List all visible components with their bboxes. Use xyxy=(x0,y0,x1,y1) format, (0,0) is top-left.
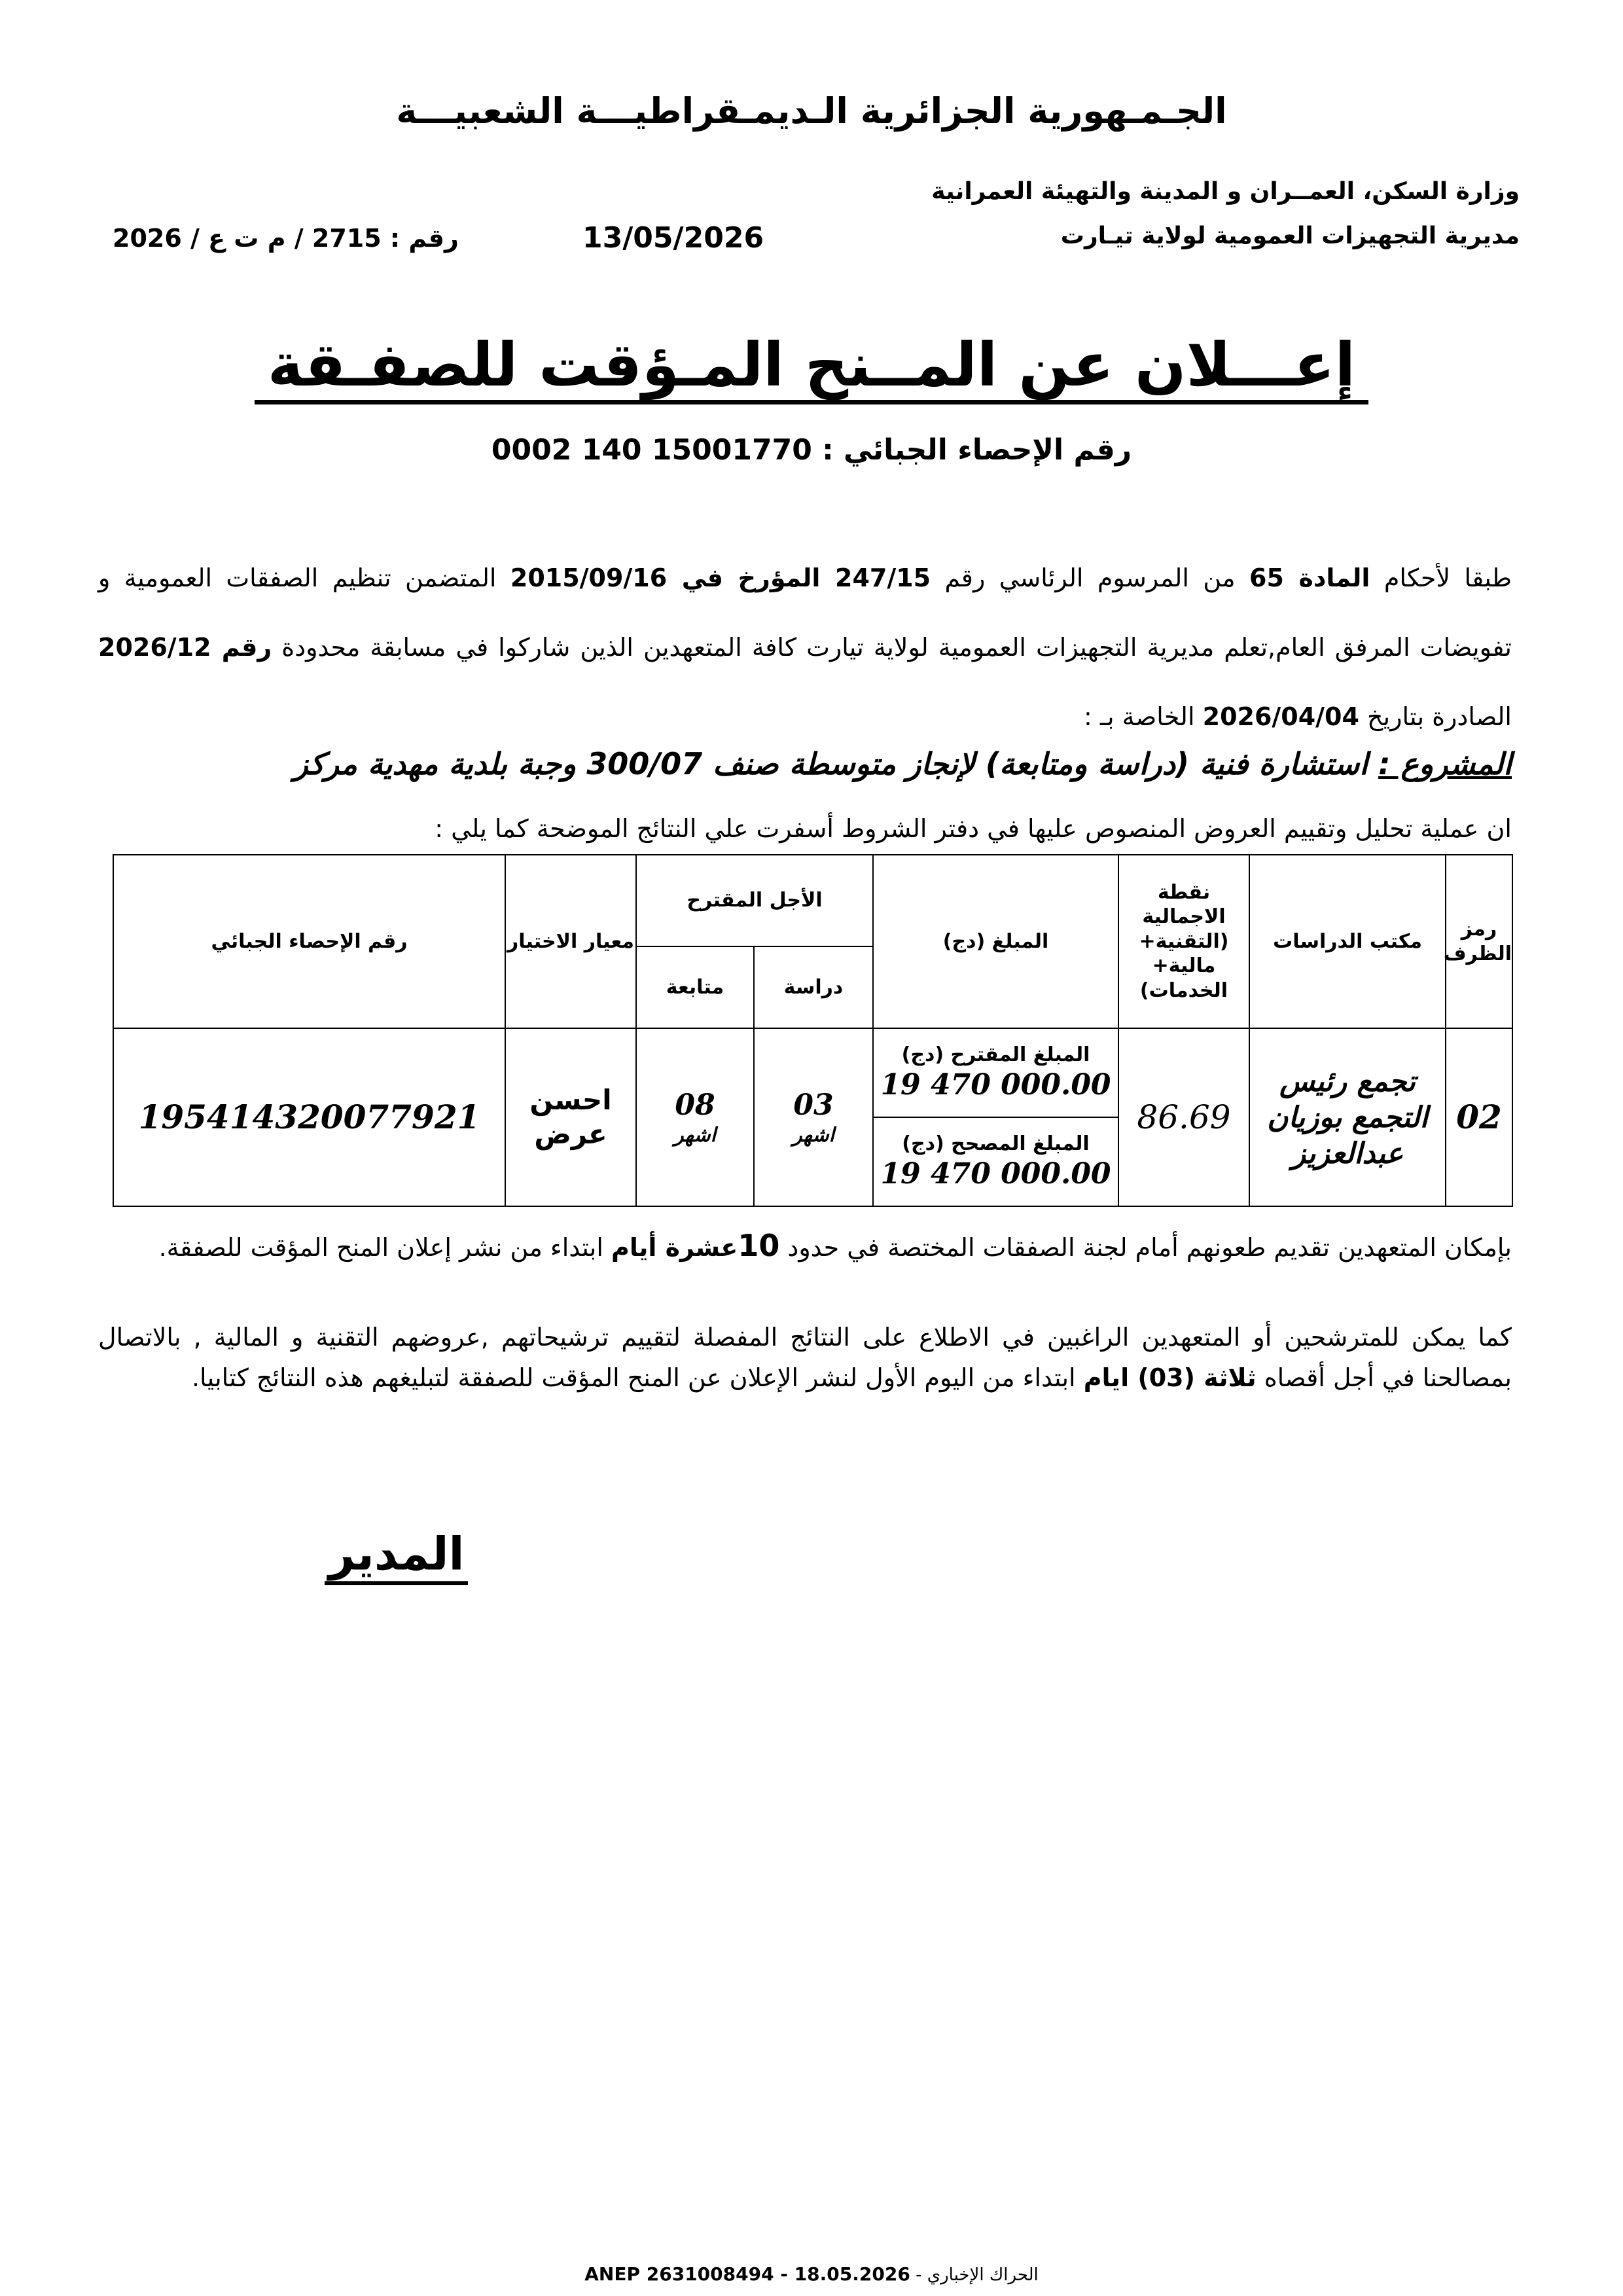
text-span: طبقا لأحكام xyxy=(1370,564,1512,592)
newspaper-source: - الحراك الإخباري xyxy=(910,2265,1039,2285)
cell-criterion: احسن عرض xyxy=(505,1028,636,1206)
directorate-nif: رقم الإحصاء الجبائي : 15001770 140 0002 xyxy=(491,433,1132,467)
study-duration: 03 xyxy=(793,1088,834,1122)
header-amount: المبلغ (دج) xyxy=(873,855,1118,1028)
proposed-amount-value: 19 470 000.00 xyxy=(880,1068,1111,1102)
corrected-amount-label: المبلغ المصحح (دج) xyxy=(902,1132,1090,1155)
appeal-days-word: عشرة أيام xyxy=(611,1233,738,1262)
tender-number: رقم 2026/12 xyxy=(98,633,272,662)
cell-code: 02 xyxy=(1446,1028,1512,1206)
text-span: الخاصة بـ : xyxy=(1083,702,1203,731)
project-line xyxy=(98,746,1512,781)
cell-score: 86.69 xyxy=(1118,1028,1249,1206)
appeal-paragraph xyxy=(98,1225,1512,1268)
document-date: 13/05/2026 xyxy=(582,221,764,255)
consultation-paragraph xyxy=(98,1317,1512,1398)
header-followup: متابعة xyxy=(636,946,754,1028)
study-unit: اشهر xyxy=(793,1123,834,1147)
cell-proposed-amount xyxy=(873,1028,1118,1117)
header-study: دراسة xyxy=(754,946,873,1028)
header-criterion: معيار الاختيار xyxy=(505,855,636,1028)
cell-office: تجمع رئيس التجمع بوزيان عبدالعزيز xyxy=(1249,1028,1446,1206)
article-ref: المادة 65 xyxy=(1249,564,1370,592)
followup-duration: 08 xyxy=(675,1088,715,1122)
text-span: ابتداء من اليوم الأول لنشر الإعلان عن المنح المؤقت للصفقة لتبليغهم هذه النتائج كتابيا. xyxy=(191,1363,1084,1392)
appeal-days-number: 10 xyxy=(738,1228,780,1263)
anep-reference: ANEP 2631008494 - 18.05.2026 xyxy=(584,2263,910,2285)
text-span: ابتداء من نشر إعلان المنح المؤقت للصفقة. xyxy=(158,1233,611,1262)
reference-number: رقم : 2715 / م ت ع / 2026 xyxy=(113,224,459,253)
cell-corrected-amount xyxy=(873,1117,1118,1206)
project-label: المشروع : xyxy=(1378,746,1512,781)
cell-followup xyxy=(636,1028,754,1206)
director-signature: المدير xyxy=(325,1526,468,1585)
cell-study xyxy=(754,1028,873,1206)
text-span: من المرسوم الرئاسي رقم xyxy=(931,564,1250,592)
cell-nif: 195414320077921 xyxy=(113,1028,505,1206)
text-span: بإمكان المتعهدين تقديم طعونهم أمام لجنة الصفقات المختصة في حدود xyxy=(779,1233,1512,1262)
directorate-name: مديرية التجهيزات العمومية لولاية تيـارت xyxy=(1060,223,1520,249)
issue-date: 2026/04/04 xyxy=(1202,702,1359,731)
consultation-days: ثلاثة (03) ايام xyxy=(1083,1363,1257,1392)
header-office: مكتب الدراسات xyxy=(1249,855,1446,1028)
proposed-amount-label: المبلغ المقترح (دج) xyxy=(901,1043,1090,1066)
republic-header: الجـمـهورية الجزائرية الـديمـقراطيـــة الشعبيـــة xyxy=(396,90,1227,132)
results-intro: ان عملية تحليل وتقييم العروض المنصوص عليها في دفتر الشروط أسفرت علي النتائج الموضحة كما يلي : xyxy=(435,814,1512,843)
header-deadline: الأجل المقترح xyxy=(636,855,873,946)
header-code: رمز الظرف xyxy=(1446,855,1512,1028)
header-score: نقطة الاجمالية (التقنية+ مالية+ الخدمات) xyxy=(1118,855,1249,1028)
title-text: إعـــلان عن المــنح المـؤقت للصفـقة xyxy=(255,330,1368,404)
results-table xyxy=(113,854,1513,1207)
publication-footer xyxy=(0,2263,1623,2285)
table-row xyxy=(113,1028,1512,1117)
project-text: استشارة فنية (دراسة ومتابعة) لإنجاز متوسطة صنف 300/07 وجبة بلدية مهدية مركز xyxy=(293,746,1379,781)
ministry-name: وزارة السكن، العمــران و المدينة والتهيئة العمرانية xyxy=(931,178,1520,205)
text-span: المتضمن تنظيم الصفقات العمومية و تفويضات المرفق العام,تعلم مديرية التجهيزات العمومية لولاية تيارت كافة المتعهدين الذين شاركوا في مسابقة محدودة xyxy=(98,564,1512,662)
header-nif: رقم الإحصاء الجبائي xyxy=(113,855,505,1028)
legal-basis-paragraph xyxy=(98,543,1512,751)
text-span: الصادرة بتاريخ xyxy=(1359,702,1512,731)
followup-unit: اشهر xyxy=(674,1123,716,1147)
decree-ref: 247/15 المؤرخ في 2015/09/16 xyxy=(510,564,931,592)
corrected-amount-value: 19 470 000.00 xyxy=(880,1157,1111,1191)
announcement-title xyxy=(0,327,1623,403)
text-span: كما يمكن للمترشحين أو المتعهدين الراغبين في الاطلاع على النتائج المفصلة لتقييم ترشيحاتهم ,عروضهم التقنية و المالية , بالاتصال بمصالحنا في أجل أقصاه xyxy=(98,1323,1512,1392)
